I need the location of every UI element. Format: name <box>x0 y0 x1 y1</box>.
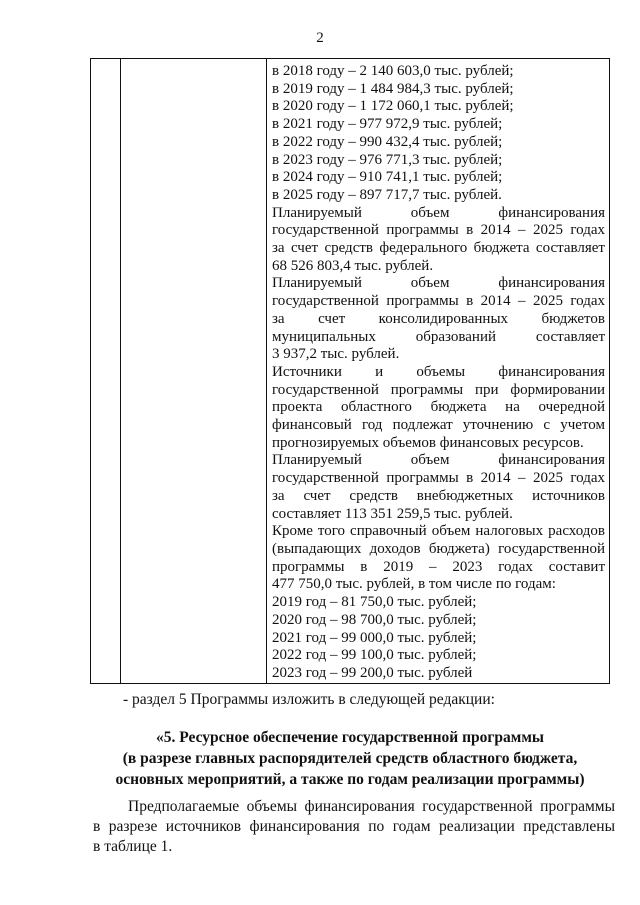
text-line: 3 937,2 тыс. рублей. <box>272 346 400 363</box>
heading-line: «5. Ресурсное обеспечение государственной программы <box>156 729 544 746</box>
text-line: проекта областного бюджета на очередной <box>272 399 605 416</box>
text-line: программы в 2019 – 2023 годах составит <box>272 558 605 575</box>
text-line: за счет средств внебюджетных источников <box>272 487 605 504</box>
heading-line: основных мероприятий, а также по годам реализации программы) <box>115 771 585 788</box>
text-line: государственной программы в 2014 – 2025 годах <box>272 293 605 310</box>
text-line: Кроме того справочный объем налоговых расходов <box>272 523 605 540</box>
text-line: в разрезе источников финансирования по годам реализации представлены <box>93 818 615 835</box>
years-list <box>272 63 605 205</box>
year-line: в 2024 году – 910 741,1 тыс. рублей; <box>272 169 503 186</box>
table-cell-empty-1 <box>91 59 121 684</box>
text-line: финансовый год подлежат уточнению с учетом <box>272 417 605 434</box>
tax-year-line: 2019 год – 81 750,0 тыс. рублей; <box>272 594 477 611</box>
tax-year-line: 2022 год – 99 100,0 тыс. рублей; <box>272 647 477 664</box>
text-line: прогнозируемых объемов финансовых ресурсов. <box>272 434 584 451</box>
text-line: государственной программы при формировании <box>272 381 605 398</box>
municipal-budget-paragraph <box>272 275 605 364</box>
page-number: 2 <box>316 30 324 46</box>
table-cell-empty-2 <box>121 59 267 684</box>
year-line: в 2018 году – 2 140 603,0 тыс. рублей; <box>272 63 514 79</box>
year-line: в 2020 году – 1 172 060,1 тыс. рублей; <box>272 98 514 115</box>
text-line: составляет 113 351 259,5 тыс. рублей. <box>272 505 513 522</box>
heading-line: (в разрезе главных распорядителей средств областного бюджета, <box>122 750 578 767</box>
year-line: в 2023 году – 976 771,3 тыс. рублей; <box>272 151 503 168</box>
tax-year-line: 2023 год – 99 200,0 тыс. рублей <box>272 664 473 681</box>
section-amendment-line: - раздел 5 Программы изложить в следующей редакции: <box>123 691 495 708</box>
tax-year-line: 2021 год – 99 000,0 тыс. рублей; <box>272 629 477 646</box>
tax-year-line: 2020 год – 98 700,0 тыс. рублей; <box>272 611 477 628</box>
sources-paragraph <box>272 364 605 453</box>
extrabudget-paragraph <box>272 452 605 523</box>
text-line: Источники и объемы финансирования <box>272 363 605 380</box>
table-cell-financing <box>267 59 610 684</box>
text-line: муниципальных образований составляет <box>272 328 605 345</box>
table-row <box>91 59 610 684</box>
year-line: в 2021 году – 977 972,9 тыс. рублей; <box>272 116 503 133</box>
year-line: в 2019 году – 1 484 984,3 тыс. рублей; <box>272 80 514 97</box>
text-line: Планируемый объем финансирования <box>272 275 605 292</box>
text-line: в таблице 1. <box>93 838 173 855</box>
federal-budget-paragraph <box>272 205 605 276</box>
text-line: государственной программы в 2014 – 2025 годах <box>272 470 605 487</box>
tax-years-list <box>272 594 605 683</box>
text-line: (выпадающих доходов бюджета) государственной <box>272 540 605 557</box>
text-line: 68 526 803,4 тыс. рублей. <box>272 257 434 274</box>
tax-expenses-paragraph <box>272 523 605 594</box>
year-line: в 2025 году – 897 717,7 тыс. рублей. <box>272 186 502 203</box>
text-line: 477 750,0 тыс. рублей, в том числе по годам: <box>272 576 556 593</box>
text-line: Предполагаемые объемы финансирования государственной программы <box>128 798 615 815</box>
text-line: за счет консолидированных бюджетов <box>272 310 605 327</box>
text-line: за счет средств федерального бюджета составляет <box>272 240 605 257</box>
year-line: в 2022 году – 990 432,4 тыс. рублей; <box>272 133 503 150</box>
text-line: государственной программы в 2014 – 2025 годах <box>272 222 605 239</box>
program-passport-table <box>90 58 610 684</box>
text-line: Планируемый объем финансирования <box>272 204 605 221</box>
body-paragraph <box>93 797 615 857</box>
section-heading <box>70 727 630 790</box>
text-line: Планируемый объем финансирования <box>272 452 605 469</box>
